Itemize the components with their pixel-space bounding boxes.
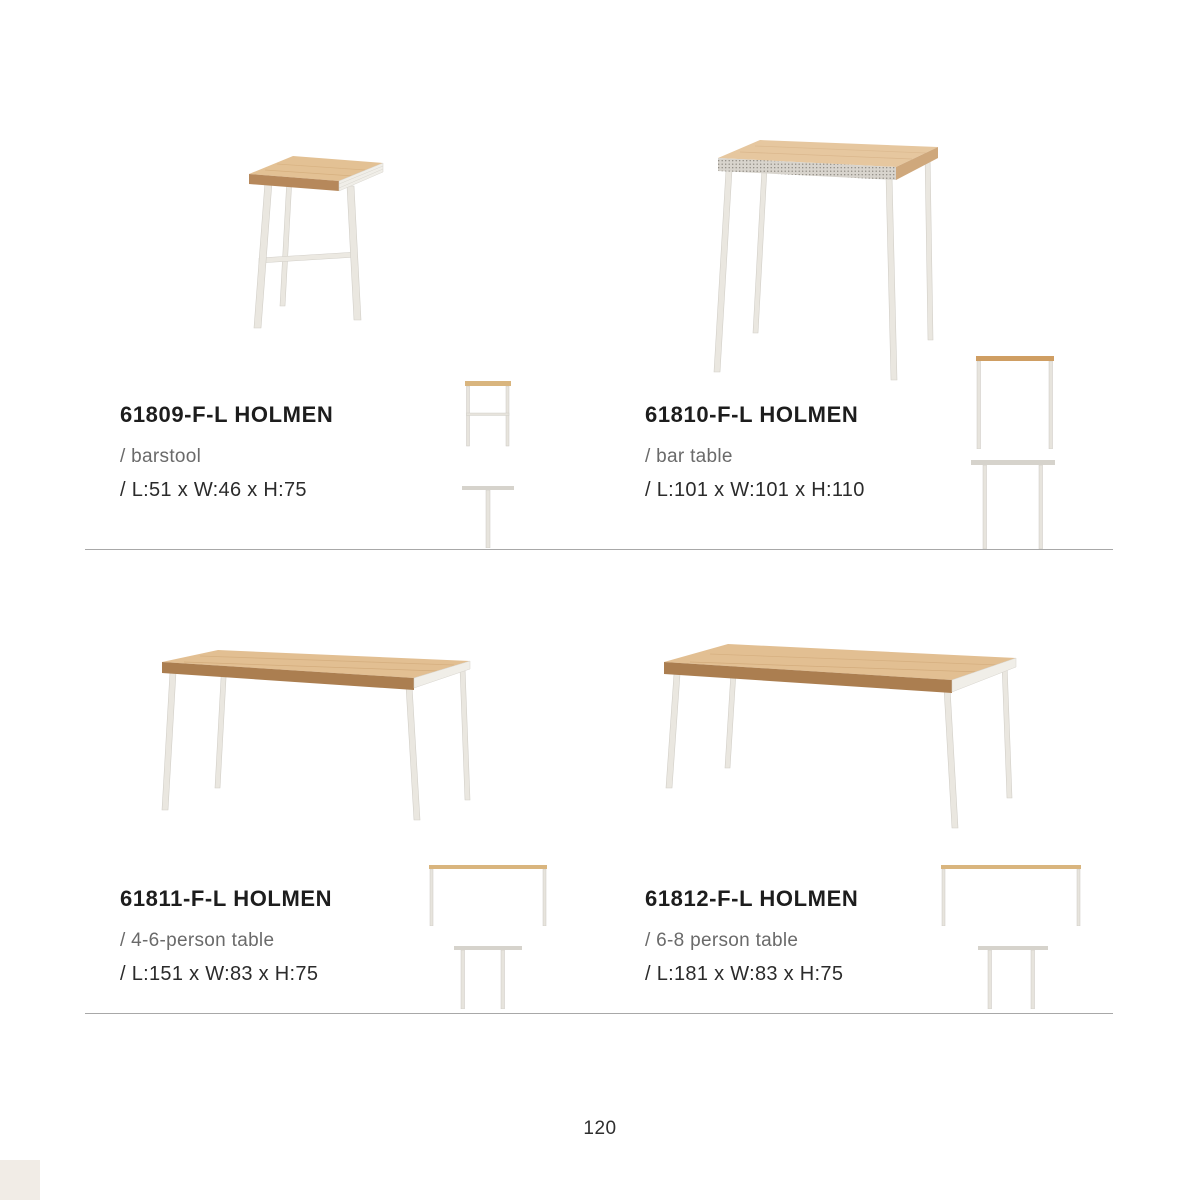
bar-table-photo xyxy=(700,128,960,388)
product-type: / bar table xyxy=(645,446,733,467)
product-type: / barstool xyxy=(120,446,202,467)
section-divider xyxy=(85,1013,1113,1014)
product-dimensions: / L:51 x W:46 x H:75 xyxy=(120,479,307,501)
product-type: / 4-6-person table xyxy=(120,930,275,951)
table-6-8-photo xyxy=(650,636,1020,831)
product-entry-61811 xyxy=(120,886,540,985)
table-4-6-photo xyxy=(148,638,483,828)
product-dimensions: / L:101 x W:101 x H:110 xyxy=(645,479,865,501)
product-entry-61810 xyxy=(645,402,1065,501)
product-id: 61812-F-L HOLMEN xyxy=(645,886,859,911)
table-4-6-side-view-drawing xyxy=(454,946,522,1009)
product-id: 61810-F-L HOLMEN xyxy=(645,402,859,427)
product-entry-61809 xyxy=(120,402,540,501)
product-entry-61812 xyxy=(645,886,1065,985)
product-dimensions: / L:181 x W:83 x H:75 xyxy=(645,963,844,985)
corner-accent-block xyxy=(0,1160,40,1200)
product-type: / 6-8 person table xyxy=(645,930,799,951)
section-divider xyxy=(85,549,1113,550)
bar-table-side-view-drawing xyxy=(971,460,1055,549)
table-6-8-side-view-drawing xyxy=(978,946,1048,1009)
page-number: 120 xyxy=(583,1118,617,1139)
barstool-photo xyxy=(235,148,385,343)
product-id: 61811-F-L HOLMEN xyxy=(120,886,333,911)
product-dimensions: / L:151 x W:83 x H:75 xyxy=(120,963,319,985)
barstool-side-view-drawing xyxy=(462,486,514,548)
product-id: 61809-F-L HOLMEN xyxy=(120,402,334,427)
